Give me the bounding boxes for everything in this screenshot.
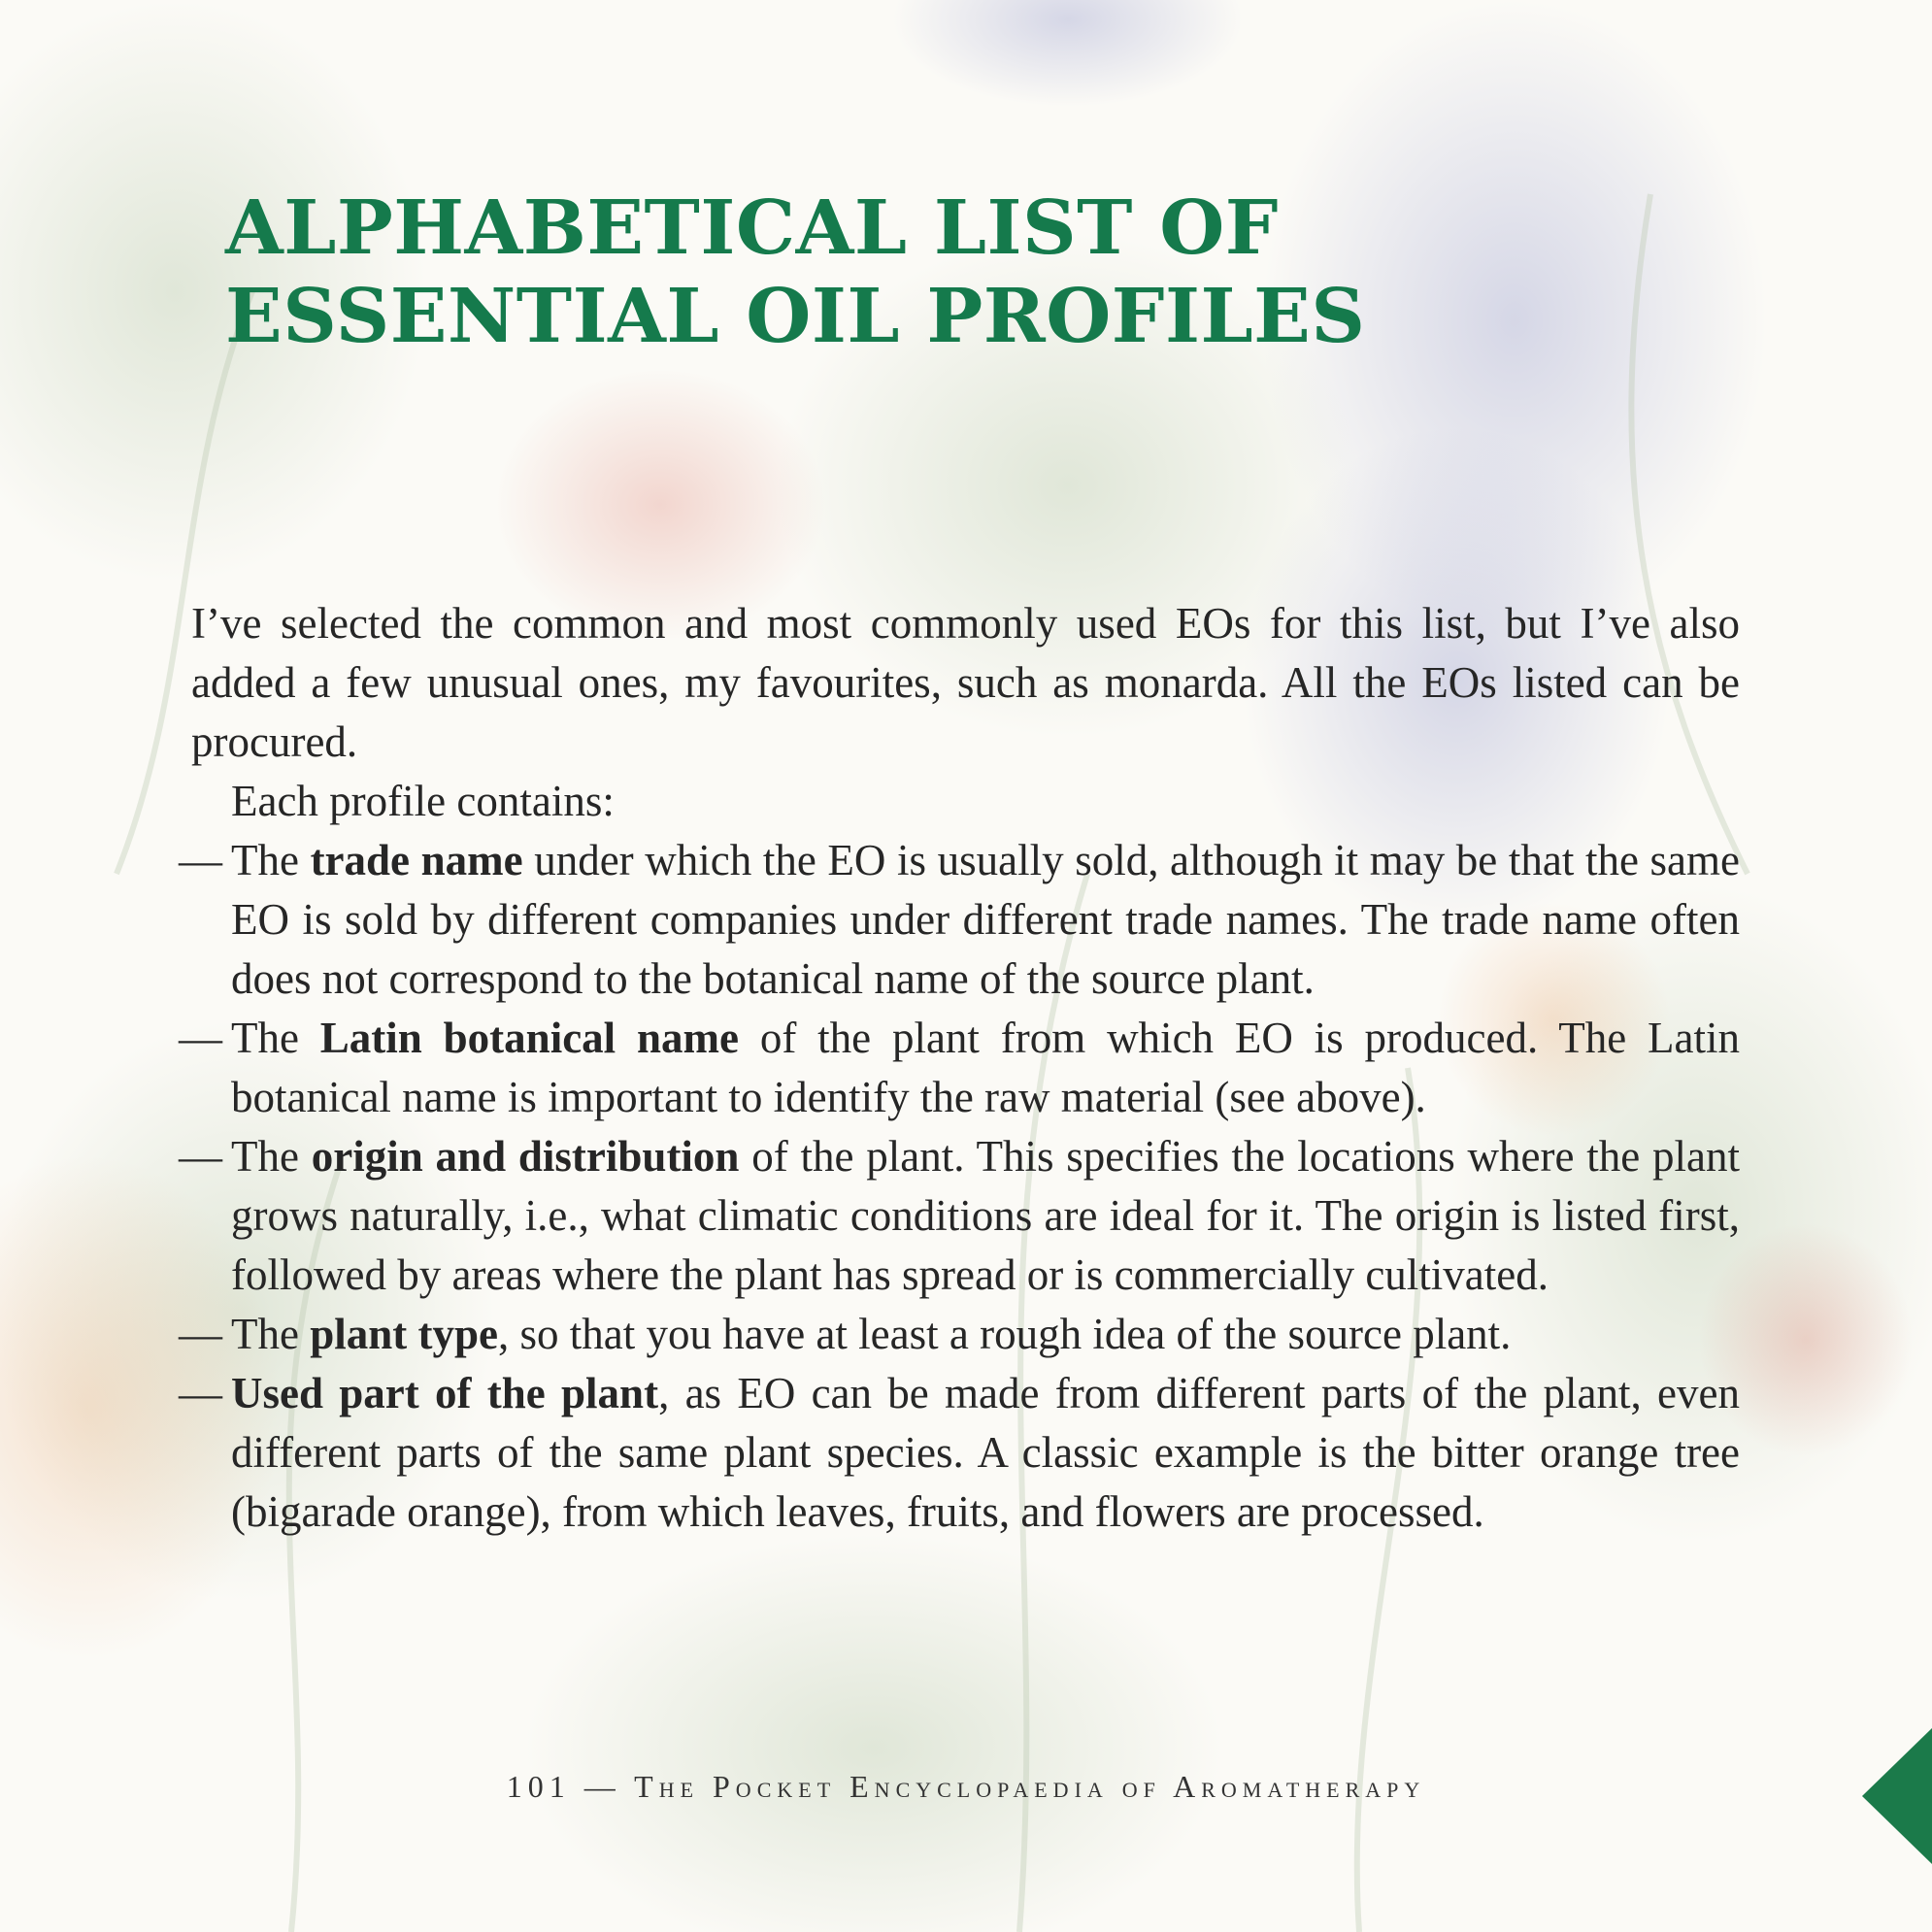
item-text-bold: Latin botanical name <box>319 1014 739 1062</box>
page-title <box>225 184 1584 361</box>
list-item-origin <box>179 1127 1740 1305</box>
item-text-pre: The <box>231 1014 320 1062</box>
item-text-post: of the plant. This specifies the locations where the plant grows naturally, i.e., what climatic conditions are ideal for it. The origin is listed first, followed by areas where the plant has spread or is commercially cultivated. <box>231 1132 1740 1299</box>
item-text-pre: The <box>231 836 311 884</box>
profile-contents-list <box>179 831 1740 1542</box>
item-text-post: , as EO can be made from different parts of the plant, even different parts of the same plant species. A classic example is the bitter orange tree (bigarade orange), from which leaves, fruits, and flowers are processed. <box>231 1369 1740 1536</box>
title-line-2: ESSENTIAL OIL PROFILES <box>225 273 1366 360</box>
item-text-bold: plant type <box>310 1310 498 1358</box>
dash-marker: — <box>179 1132 222 1181</box>
dash-marker: — <box>179 1310 222 1358</box>
item-text-bold: origin and distribution <box>311 1132 740 1181</box>
item-text-post: under which the EO is usually sold, although it may be that the same EO is sold by different companies under different trade names. The trade name often does not correspond to the botanical name of the source plant. <box>231 836 1740 1003</box>
dash-marker: — <box>179 1014 222 1062</box>
item-text-bold: trade name <box>310 836 523 884</box>
item-text-bold: Used part of the plant <box>231 1369 659 1417</box>
list-item-used-part <box>179 1364 1740 1542</box>
item-text-post: , so that you have at least a rough idea of the source plant. <box>498 1310 1512 1358</box>
dash-marker: — <box>179 1369 222 1417</box>
item-text-pre: The <box>231 1310 311 1358</box>
intro-paragraph: I’ve selected the common and most commonly used EOs for this list, but I’ve also added a few unusual ones, my favourites, such as monarda. All the EOs listed can be procured. <box>191 599 1740 766</box>
title-line-1: ALPHABETICAL LIST OF <box>225 184 1279 272</box>
body-text <box>179 594 1740 1542</box>
dash-marker: — <box>179 836 222 884</box>
item-text-pre: The <box>231 1132 312 1181</box>
next-page-corner-tab[interactable] <box>1862 1728 1932 1864</box>
item-text-post: of the plant from which EO is produced. The Latin botanical name is important to identify the raw material (see above). <box>231 1014 1740 1121</box>
list-item-latin-name <box>179 1009 1740 1127</box>
page-footer: 101 — The Pocket Encyclopaedia of Aromatherapy <box>506 1769 1426 1804</box>
list-item-plant-type <box>179 1305 1740 1364</box>
list-item-trade-name <box>179 831 1740 1009</box>
lead-in-text: Each profile contains: <box>231 777 615 825</box>
